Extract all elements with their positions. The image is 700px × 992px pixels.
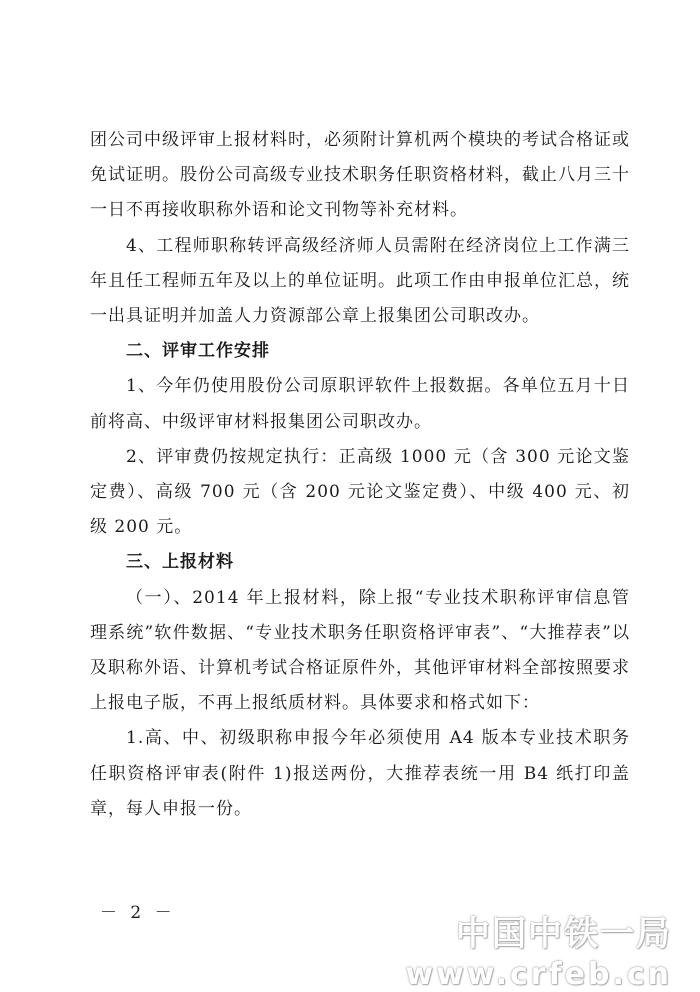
paragraph-subsection-1: （一）、2014 年上报材料，除上报“专业技术职称评审信息管理系统”软件数据、“专业技术职务任职资格评审表”、“大推荐表”以及职称外语、计算机考试合格证原件外，其他评审材料全部按照要求上报电子版，不再上报纸质材料。具体要求和格式如下： [90,587,630,714]
page-number: － 2 － [100,903,176,923]
paragraph-item-1-requirements: 1.高、中、初级职称申报今年必须使用 A4 版本专业技术职务任职资格评审表(附件 1)报送两份，大推荐表统一用 B4 纸打印盖章，每人申报一份。 [90,728,630,819]
section-heading-2: 二、评审工作安排 [126,341,270,362]
watermark-url: www.crfeb.cn [405,957,672,992]
paragraph-continuation: 团公司中级评审上报材料时，必须附计算机两个模块的考试合格证或免试证明。股份公司高级专业技术职务任职资格材料，截止八月三十一日不再接收职称外语和论文刊物等补充材料。 [90,130,630,221]
watermark-logo [405,906,672,992]
section-heading-3: 三、上报材料 [126,552,234,573]
document-body [90,123,630,827]
paragraph-item-2: 2、评审费仍按规定执行：正高级 1000 元（含 300 元论文鉴定费）、高级 700 元（含 200 元论文鉴定费）、中级 400 元、初级 200 元。 [90,446,630,538]
watermark-name: 中国中铁一局 [456,914,672,954]
paragraph-item-1: 1、今年仍使用股份公司原职评软件上报数据。各单位五月十日前将高、中级评审材料报集团公司职改办。 [90,376,630,432]
paragraph-item-4: 4、工程师职称转评高级经济师人员需附在经济岗位上工作满三年且任工程师五年及以上的单位证明。此项工作由申报单位汇总，统一出具证明并加盖人力资源部公章上报集团公司职改办。 [90,235,630,327]
